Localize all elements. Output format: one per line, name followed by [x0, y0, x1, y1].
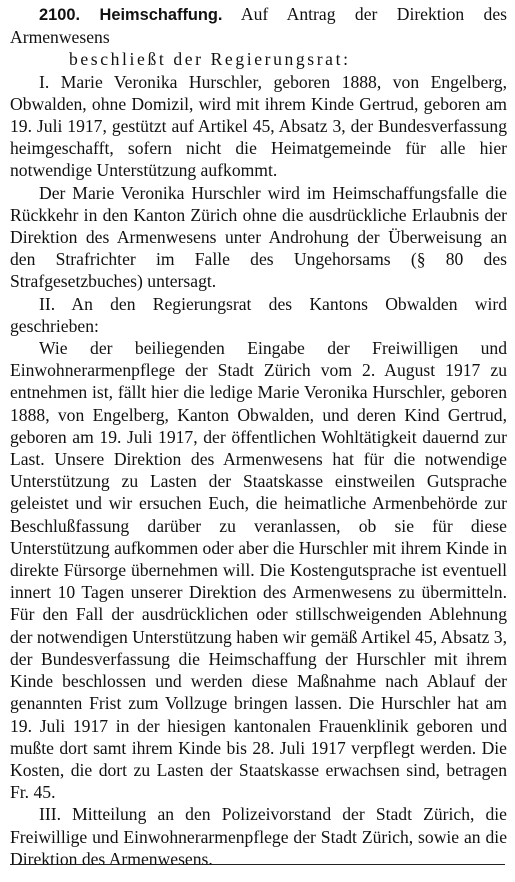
paragraph-3: II. An den Regierungsrat des Kantons Obwalden wird geschrieben: [10, 293, 507, 336]
paragraph-2: Der Marie Veronika Hurschler wird im Heimschaffungsfalle die Rückkehr in den Kanton Zürich ohne die ausdrückliche Erlaubnis der Direktion des Armenwesens unter Androhung der Überweisung an den Strafrichter im Falle des Ungehorsams (§ 80 des Strafgesetzbuches) untersagt. [10, 182, 507, 292]
entry-header [10, 3, 507, 71]
paragraph-1: I. Marie Veronika Hurschler, geboren 1888, von Engelberg, Obwalden, ohne Domizil, wird mit ihrem Kinde Gertrud, geboren am 19. Juli 1917, gestützt auf Artikel 45, Absatz 3, der Bundesverfassung heimgeschafft, sofern nicht die Heimatgemeinde für alle hier notwendige Unterstützung aufkommt. [10, 71, 507, 181]
paragraph-4: Wie der beiliegenden Eingabe der Freiwilligen und Einwohnerarmenpflege der Stadt Zürich vom 2. August 1917 zu entnehmen ist, fällt hier die ledige Marie Veronika Hurschler, geboren 1888, von Engelberg, Kanton Obwalden, und deren Kind Gertrud, geboren am 19. Juli 1917, der öffentlichen Wohltätigkeit dauernd zur Last. Unsere Direktion des Armenwesens hat für die notwendige Unterstützung zu Lasten der Staatskasse einstweilen Gutsprache geleistet und wir ersuchen Euch, die heimatliche Armenbehörde zur Beschlußfassung darüber zu veranlassen, ob sie für diese Unterstützung aufkommen oder aber die Hurschler mit ihrem Kinde in direkte Fürsorge übernehmen will. Die Kostengutsprache ist eventuell innert 10 Tagen unserer Direktion des Armenwesens zu übermitteln. Für den Fall der ausdrücklichen oder stillschweigenden Ablehnung der notwendigen Unterstützung haben wir gemäß Artikel 45, Absatz 3, der Bundesverfassung die Heimschaffung der Hurschler mit ihrem Kinde beschlossen und werden diese Maßnahme nach Ablauf der genannten Frist zum Vollzuge bringen lassen. Die Hurschler hat am 19. Juli 1917 in der hiesigen kantonalen Frauenklinik geboren und mußte dort samt ihrem Kinde bis 28. Juli 1917 verpflegt werden. Die Kosten, die dort zu Lasten der Staatskasse erwachsen sind, betragen Fr. 45. [10, 338, 507, 803]
paragraph-5: III. Mitteilung an den Polizeivorstand der Stadt Zürich, die Freiwillige und Einwohnerarmenpflege der Stadt Zürich, sowie an die Direktion des Armenwesens. [10, 804, 507, 869]
bottom-rule [10, 864, 505, 865]
entry-number-title: 2100. Heimschaffung. [39, 6, 223, 24]
resolution-line: beschließt der Regierungsrat: [69, 49, 351, 70]
entry-intro: Auf Antrag der Direktion des Armenwesens [10, 4, 507, 48]
